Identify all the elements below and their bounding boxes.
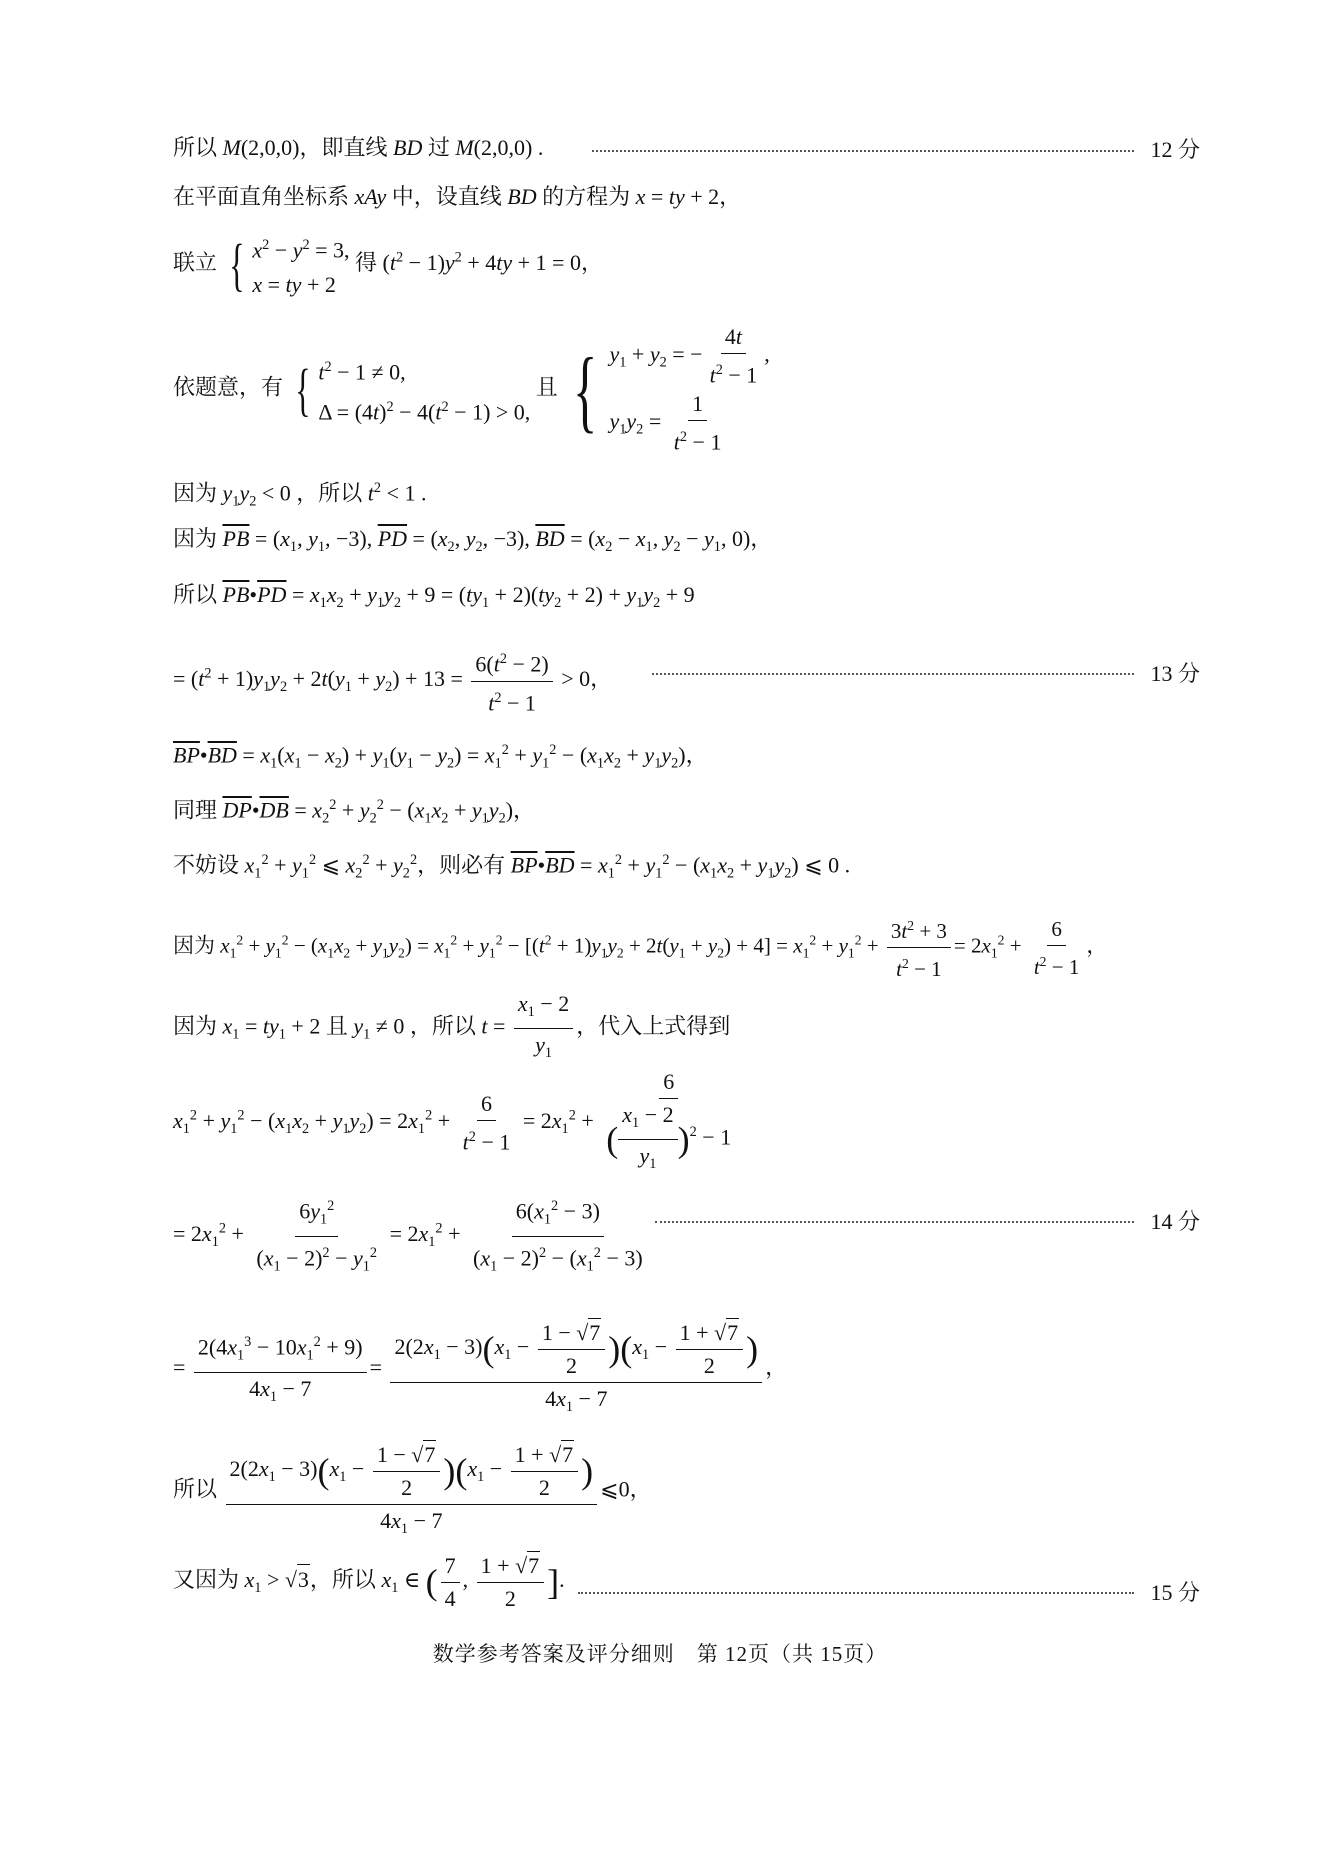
score-leader-dots bbox=[592, 150, 1134, 152]
line-simplify: = $2x_1^2$ + $\frac{6y_1^2}{(x_1 - 2)^2 - y_1^2}$ = $2x_1^2$ + $\frac{6(x_1^2 - 3)}{(x_1 - 2)^2 - (x_1^2 - 3)}$ bbox=[173, 1192, 650, 1280]
line-system: 联立 { $x^2 - y^2 = 3$, x = ty + 2 得 $(t^2 - 1)y^2 + 4ty + 1 = 0$， bbox=[173, 228, 603, 302]
equation-system: { $x^2 - y^2 = 3$, x = ty + 2 bbox=[228, 231, 350, 297]
line-vectors: 因为 $\overline{PB} = (x_1$, $y_1$, −3), $\overline{PD} = (x_2$, $y_2$, −3), $\overline{BD} = (x_2 - x_1$, $y_2 - y_1$, 0)， bbox=[173, 526, 773, 555]
line-substituted: $x_1^2 + y_1^2 - (x_1x_2 + y_1y_2) = 2x_1^2$ + $\frac{6}{t^2 - 1}$ = $2x_1^2$ + 6 ( $\frac{x_1 - 2}{y_1}$ )$^2$ − 1 bbox=[173, 1069, 732, 1172]
line-substitute: 因为 $x_1 = ty_1 + 2$ 且 $y_1 \ne 0$ ，所以 t = $\frac{x_1 - 2}{y_1}$ ，代入上式得到 bbox=[173, 991, 731, 1061]
line-bp-bd: $\overline{BP}•\overline{BD} = x_1(x_1 - x_2) + y_1(y_1 - y_2) = x_1^2 + y_1^2 - (x_1x_2 + y_1y_2)$， bbox=[173, 742, 708, 772]
condition-system: { $t^2 - 1 \ne 0$, $\Delta = (4t)^2 - 4(t^2 - 1) > 0$, bbox=[294, 356, 531, 425]
score-12: 12 分 bbox=[1150, 137, 1200, 162]
line-result: 又因为 $x_1 > √3$，所以 $x_1$ ∈ ( $\frac{7}{4}$ , $\frac{1 + √7}{2}$ ]. bbox=[173, 1552, 565, 1611]
line-dot-product-2: = $(t^2 + 1)y_1y_2 + 2t(y_1 + y_2) + 13$ = $\frac{6(t^2 - 2)}{t^2 - 1}$ > 0， bbox=[173, 645, 612, 717]
score-14: 14 分 bbox=[1150, 1209, 1200, 1234]
score-13: 13 分 bbox=[1150, 661, 1200, 686]
line-factor: = $\frac{2(4x_1^3 - 10x_1^2 + 9)}{4x_1 - 7}$ = $2(2x_1 - 3)(x_1$ − $\frac{1 - √7}{2}$ )($x_1$ − $\frac{1 + √7}{2}$ ) $4x_1 - 7$ ， bbox=[173, 1320, 788, 1415]
line-dp-db: 同理 $\overline{DP}•\overline{DB} = x_2^2 + y_2^2 - (x_1x_2 + y_1y_2)$， bbox=[173, 797, 536, 827]
line-inequality: 所以 $2(2x_1 - 3)(x_1$ − $\frac{1 - √7}{2}$ )($x_1$ − $\frac{1 + √7}{2}$ ) $4x_1 - 7$ ⩽0， bbox=[173, 1442, 652, 1537]
line-t-range: 因为 $y_1y_2 < 0$ ，所以 $t^2 < 1$ . bbox=[173, 480, 427, 510]
score-leader-dots bbox=[655, 1221, 1134, 1223]
score-15: 15 分 bbox=[1150, 1580, 1200, 1605]
line-set-equation: 在平面直角坐标系 xAy 中，设直线 BD 的方程为 x = ty + 2， bbox=[173, 184, 742, 209]
score-leader-dots bbox=[652, 673, 1134, 675]
score-leader-dots bbox=[578, 1592, 1134, 1594]
line-conditions: 依题意，有 { $t^2 - 1 \ne 0$, $\Delta = (4t)^2 - 4(t^2 - 1) > 0$, 且 { $y_1 + y_2$ = − $\frac{4t}{t^2 - 1}$ , $y_1y_2$ = $\frac{1}{t^2 - 1}$ bbox=[173, 324, 770, 455]
line-point-m: 所以 M(2,0,0)，即直线 BD 过 M(2,0,0) . bbox=[173, 135, 544, 160]
line-assume: 不妨设 $x_1^2 + y_1^2$ ⩽ $x_2^2 + y_2^2$，则必有 $\overline{BP}•\overline{BD} = x_1^2 + y_1^2 - (x_1x_2 + y_1y_2)$ ⩽ 0 . bbox=[173, 852, 851, 882]
vieta-system: { $y_1 + y_2$ = − $\frac{4t}{t^2 - 1}$ , $y_1y_2$ = $\frac{1}{t^2 - 1}$ bbox=[573, 324, 770, 455]
line-expand: 因为 $x_1^2 + y_1^2 - (x_1x_2 + y_1y_2) = x_1^2 + y_1^2 - [(t^2 + 1)y_1y_2 + 2t(y_1 + y_2) + 4] = x_1^2 + y_1^2$ + $\frac{3t^2 + 3}{t^2 - 1}$ = $2x_1^2$ + $\frac{6}{t^2 - 1}$ ， bbox=[173, 912, 1107, 983]
page-footer: 数学参考答案及评分细则 第 12页（共 15页） bbox=[432, 1642, 888, 1666]
line-dot-product-1: 所以 $\overline{PB}•\overline{PD} = x_1x_2 + y_1y_2 + 9 = (ty_1 + 2)(ty_2 + 2) + y_1y_2 + 9$ bbox=[173, 582, 695, 611]
